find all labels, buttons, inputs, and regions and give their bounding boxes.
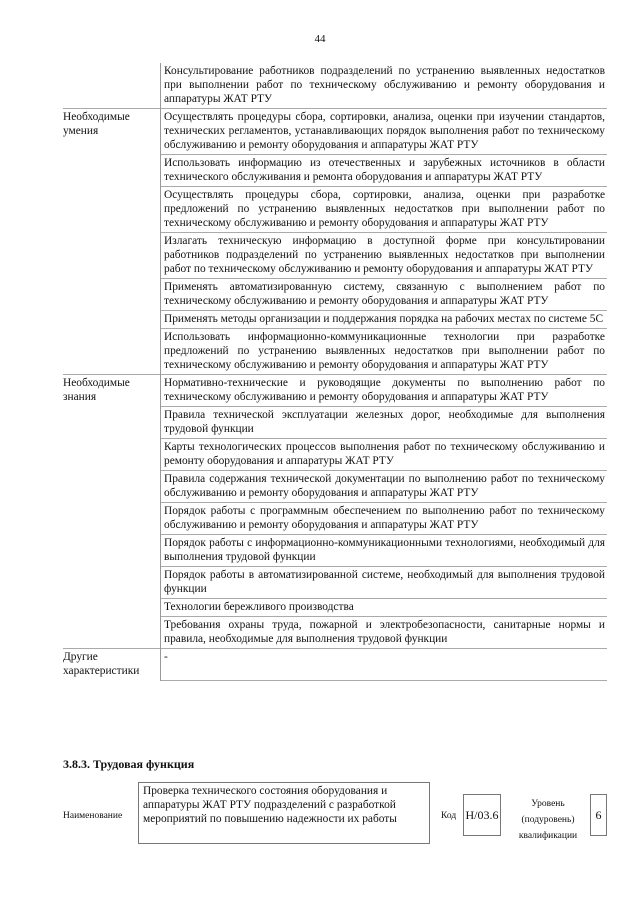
function-name-label: Наименование xyxy=(63,811,123,821)
table-row xyxy=(63,617,607,649)
row-label xyxy=(63,155,161,187)
row-text: Осуществлять процедуры сбора, сортировки, анализа, оценки при разработке предложений по устранению выявленных недостатков при выполнении работ по техническому обслуживанию и ремонту оборудования и аппаратуры ЖАТ РТУ xyxy=(161,187,608,233)
table-row xyxy=(63,471,607,503)
page-number: 44 xyxy=(314,33,326,45)
row-label xyxy=(63,535,161,567)
table-row xyxy=(63,233,607,279)
row-text: Порядок работы с информационно-коммуникационными технологиями, необходимый для выполнения трудовой функции xyxy=(161,535,608,567)
row-text: Применять автоматизированную систему, связанную с выполнением работ по техническому обслуживанию и ремонту оборудования и аппаратуры ЖАТ РТУ xyxy=(161,279,608,311)
table-row xyxy=(63,439,607,471)
table-row xyxy=(63,503,607,535)
qualification-level: 6 xyxy=(590,794,607,836)
row-text: Требования охраны труда, пожарной и электробезопасности, санитарные нормы и правила, необходимые для выполнения трудовой функции xyxy=(161,617,608,649)
row-text: Нормативно-технические и руководящие документы по выполнению работ по техническому обслуживанию и ремонту оборудования и аппаратуры ЖАТ РТУ xyxy=(161,375,608,407)
row-label xyxy=(63,471,161,503)
qualification-level-label: Уровень (подуровень) квалификации xyxy=(518,799,578,841)
row-text: Применять методы организации и поддержания порядка на рабочих местах по системе 5С xyxy=(161,311,608,329)
row-label xyxy=(63,503,161,535)
table-row xyxy=(63,109,607,155)
row-text: Консультирование работников подразделений по устранению выявленных недостатков при выполнении работ по техническому обслуживанию и ремонту оборудования и аппаратуры ЖАТ РТУ xyxy=(161,63,608,109)
row-label xyxy=(63,567,161,599)
row-label xyxy=(63,187,161,233)
function-code-label: Код xyxy=(441,811,457,821)
function-code: H/03.6 xyxy=(463,794,501,836)
row-text: Правила содержания технической документации по выполнению работ по техническому обслуживанию и ремонту оборудования и аппаратуры ЖАТ РТУ xyxy=(161,471,608,503)
table-row xyxy=(63,311,607,329)
section-title: 3.8.3. Трудовая функция xyxy=(63,757,195,771)
table-row xyxy=(63,375,607,407)
row-text: Использовать информацию из отечественных и зарубежных источников в области технического обслуживания и ремонта оборудования и аппаратуры ЖАТ РТУ xyxy=(161,155,608,187)
row-label xyxy=(63,407,161,439)
requirements-table xyxy=(63,63,607,681)
row-text: Осуществлять процедуры сбора, сортировки, анализа, оценки при изучении стандартов, технических регламентов, устанавливающих порядок выполнения работ по техническому обслуживанию и ремонту оборудования и аппаратуры ЖАТ РТУ xyxy=(161,109,608,155)
row-label xyxy=(63,617,161,649)
table-row xyxy=(63,187,607,233)
row-text: Порядок работы с программным обеспечением по выполнению работ по техническому обслуживанию и ремонту оборудования и аппаратуры ЖАТ РТУ xyxy=(161,503,608,535)
row-text: Правила технической эксплуатации железных дорог, необходимые для выполнения трудовой функции xyxy=(161,407,608,439)
table-row xyxy=(63,155,607,187)
table-row xyxy=(63,63,607,109)
function-name: Проверка технического состояния оборудования и аппаратуры ЖАТ РТУ подразделений с разработкой мероприятий по повышению надежности их работы xyxy=(138,782,430,844)
table-row xyxy=(63,279,607,311)
table-row xyxy=(63,329,607,375)
row-label-skills: Необходимые умения xyxy=(63,109,161,155)
row-text: Карты технологических процессов выполнения работ по техническому обслуживанию и ремонту оборудования и аппаратуры ЖАТ РТУ xyxy=(161,439,608,471)
table-row xyxy=(63,567,607,599)
row-text: Технологии бережливого производства xyxy=(161,599,608,617)
row-label xyxy=(63,329,161,375)
row-label xyxy=(63,233,161,279)
row-text: Использовать информационно-коммуникационные технологии при разработке предложений по устранению выявленных недостатков при выполнении работ по техническому обслуживанию и ремонту оборудования и аппаратуры ЖАТ РТУ xyxy=(161,329,608,375)
row-label xyxy=(63,599,161,617)
table-row xyxy=(63,535,607,567)
row-text: Порядок работы в автоматизированной системе, необходимый для выполнения трудовой функции xyxy=(161,567,608,599)
row-label xyxy=(63,439,161,471)
row-text: - xyxy=(161,649,608,681)
row-label xyxy=(63,311,161,329)
table-row xyxy=(63,649,607,681)
row-label-knowledge: Необходимые знания xyxy=(63,375,161,407)
table-row xyxy=(63,407,607,439)
table-row xyxy=(63,599,607,617)
row-label xyxy=(63,279,161,311)
row-text: Излагать техническую информацию в доступной форме при консультировании работников подразделений по устранению выявленных недостатков при выполнении работ по техническому обслуживанию и ремонту оборудования и аппаратуры ЖАТ РТУ xyxy=(161,233,608,279)
row-label xyxy=(63,63,161,109)
row-label-other: Другие характеристики xyxy=(63,649,161,681)
